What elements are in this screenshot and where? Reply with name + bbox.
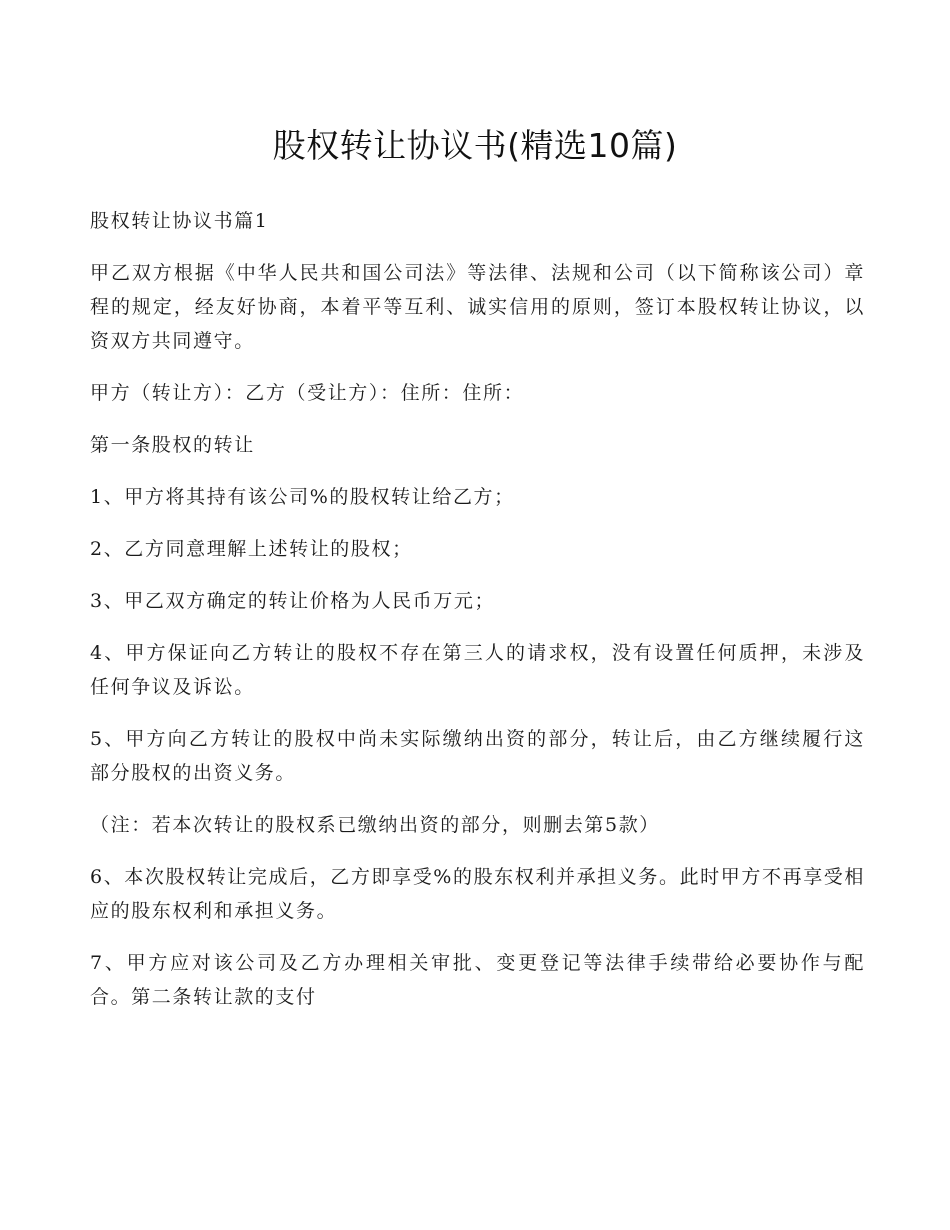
clause-2: 2、乙方同意理解上述转让的股权； [90, 538, 413, 560]
clause-4: 4、甲方保证向乙方转让的股权不存在第三人的请求权，没有设置任何质押，未涉及任何争议及诉讼。 [90, 642, 865, 698]
clause-7: 7、甲方应对该公司及乙方办理相关审批、变更登记等法律手续带给必要协作与配合。第二条转让款的支付 [90, 952, 865, 1008]
clause-5: 5、甲方向乙方转让的股权中尚未实际缴纳出资的部分，转让后，由乙方继续履行这部分股权的出资义务。 [90, 728, 865, 784]
document-body [90, 204, 865, 1032]
note-paragraph: （注：若本次转让的股权系已缴纳出资的部分，则删去第5款） [90, 814, 660, 836]
document-title: 股权转让协议书(精选10篇) [272, 126, 678, 165]
clause-6: 6、本次股权转让完成后，乙方即享受%的股东权利并承担义务。此时甲方不再享受相应的股东权利和承担义务。 [90, 866, 865, 922]
parties-line: 甲方（转让方）：乙方（受让方）：住所：住所： [90, 382, 525, 404]
section-heading: 股权转让协议书篇1 [90, 210, 269, 232]
clause-1: 1、甲方将其持有该公司%的股权转让给乙方； [90, 486, 515, 508]
intro-paragraph: 甲乙双方根据《中华人民共和国公司法》等法律、法规和公司（以下简称该公司）章程的规定，经友好协商，本着平等互利、诚实信用的原则，签订本股权转让协议，以资双方共同遵守。 [90, 262, 865, 352]
clause-3: 3、甲乙双方确定的转让价格为人民币万元； [90, 590, 496, 612]
article-heading: 第一条股权的转让 [90, 434, 255, 456]
